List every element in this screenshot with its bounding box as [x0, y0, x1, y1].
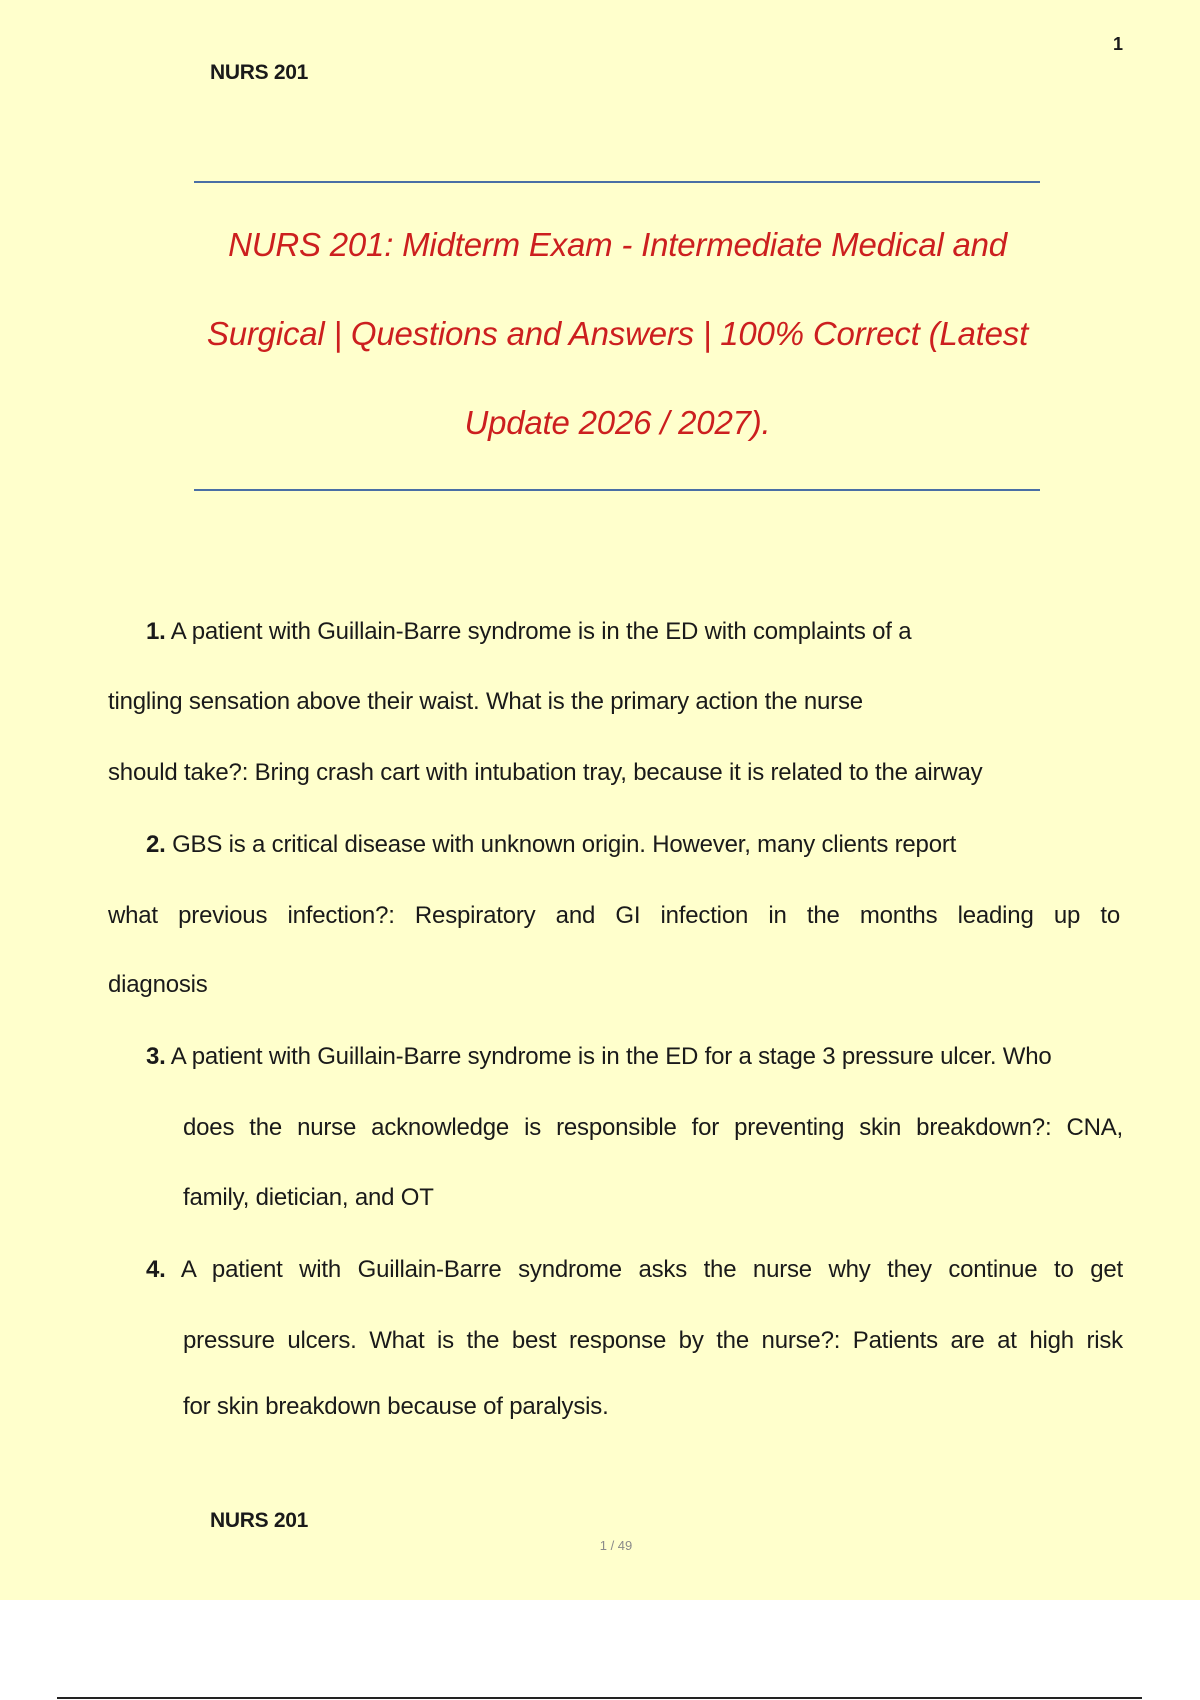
- question-line: should take?: Bring crash cart with intubation tray, because it is related to the airway: [108, 759, 983, 786]
- question-line: diagnosis: [108, 971, 208, 998]
- question-text: A patient with Guillain-Barre syndrome is in the ED with complaints of a: [170, 618, 912, 645]
- next-page-rule: [57, 1697, 1142, 1699]
- question-line: tingling sensation above their waist. What is the primary action the nurse: [108, 688, 863, 715]
- question-line: for skin breakdown because of paralysis.: [183, 1393, 609, 1420]
- question-number: 4.: [146, 1256, 166, 1283]
- question-line: [146, 618, 911, 646]
- document-title: [150, 200, 1085, 467]
- title-line: NURS 201: Midterm Exam - Intermediate Medical and: [228, 226, 1007, 263]
- question-text: GBS is a critical disease with unknown origin. However, many clients report: [172, 831, 957, 858]
- question-line: [146, 1256, 1123, 1284]
- footer-course-label: NURS 201: [210, 1509, 308, 1532]
- question-number: 1.: [146, 618, 166, 645]
- header-course-label: NURS 201: [210, 61, 308, 84]
- question-line: pressure ulcers. What is the best response by the nurse?: Patients are at high risk: [183, 1327, 1123, 1354]
- question-number: 2.: [146, 831, 166, 858]
- question-text: A patient with Guillain-Barre syndrome is in the ED for a stage 3 pressure ulcer. Who: [170, 1043, 1052, 1070]
- page-counter: 1 / 49: [599, 1538, 633, 1553]
- title-bottom-rule: [194, 489, 1040, 491]
- title-line: Update 2026 / 2027).: [464, 404, 771, 441]
- title-line: Surgical | Questions and Answers | 100% Correct (Latest: [206, 315, 1029, 352]
- question-text: A patient with Guillain-Barre syndrome asks the nurse why they continue to get: [180, 1256, 1123, 1283]
- question-number: 3.: [146, 1043, 166, 1070]
- question-line: does the nurse acknowledge is responsible for preventing skin breakdown?: CNA,: [183, 1114, 1123, 1141]
- title-top-rule: [194, 181, 1040, 183]
- page-number: 1: [1112, 34, 1123, 54]
- question-line: what previous infection?: Respiratory and GI infection in the months leading up to: [108, 902, 1120, 929]
- question-line: [146, 831, 956, 859]
- question-line: [146, 1043, 1052, 1071]
- question-line: family, dietician, and OT: [183, 1184, 434, 1211]
